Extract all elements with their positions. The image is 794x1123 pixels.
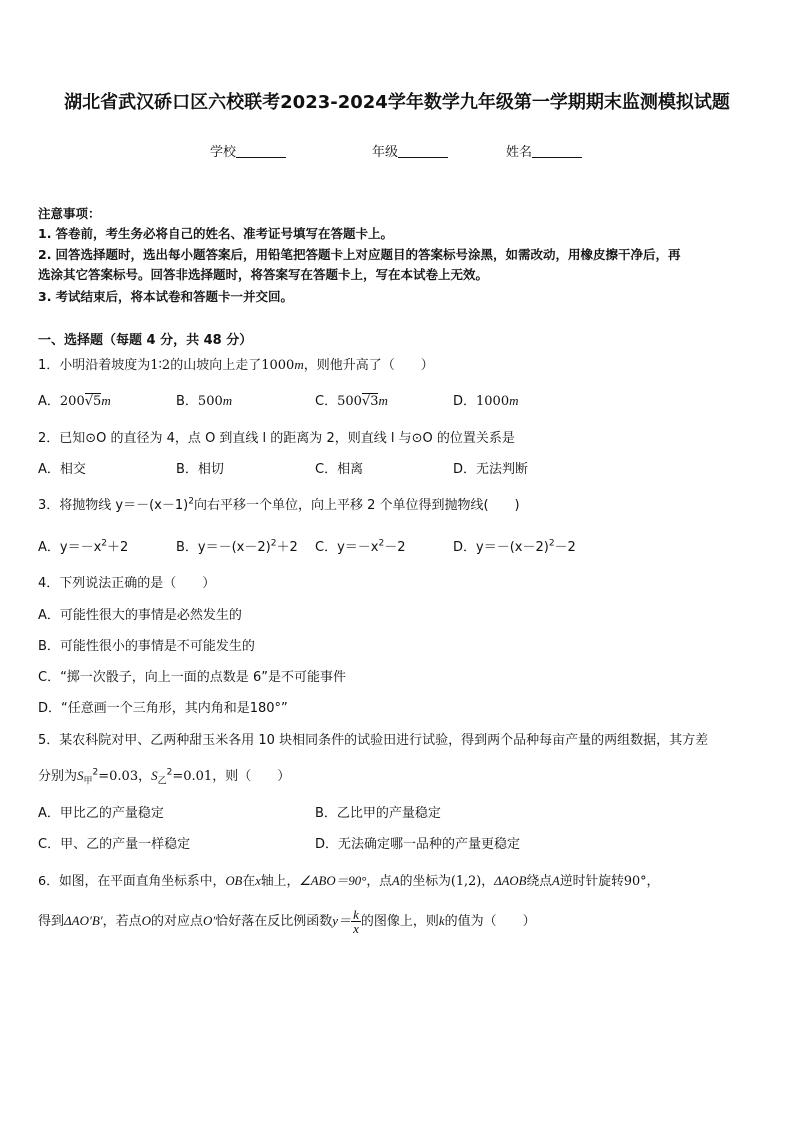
school-label: 学校 [210,145,237,160]
notice-heading: 注意事项： [38,206,101,221]
q3-option-c [315,536,405,555]
question-6-line-1 [38,870,659,889]
q3-option-b [176,536,298,555]
q1-stem-c: ，则他升高了（ ） [303,358,434,373]
q6-text-1d: ，点 [366,874,392,889]
q1-option-a-radicand: 5 [93,394,102,409]
q1-option-d-unit: m [509,393,519,408]
q1-stem-a: 1．小明沿着坡度为 [38,358,151,373]
q4-option-b: B．可能性很小的事情是不可能发生的 [38,639,255,654]
q6-text-1c: 轴上， [260,874,300,889]
q3-option-b-b: ＋2 [276,540,298,555]
q6-text-2e: 的图像上，则 [360,914,439,929]
q5-option-d: D．无法确定哪一品种的产量更稳定 [315,837,521,852]
q1-ratio: 1∶2 [150,358,171,373]
q3-stem-exp: 2 [188,496,194,507]
q3-option-a [38,536,128,555]
question-2-stem: 2．已知⊙O 的直径为 4，点 O 到直线 l 的距离为 2，则直线 l 与⊙O 的位置关系是 [38,431,515,446]
q6-point-a-2: A [552,874,560,888]
notice-item-1-text: 答卷前，考生务必将自己的姓名、准考证号填写在答题卡上。 [55,226,393,241]
q3-option-d [453,536,576,555]
q1-option-b-label: B． [176,394,198,409]
q1-option-c [315,390,388,409]
q6-text-2d: 恰好落在反比例函数 [215,914,333,929]
q5-sub-yi: 乙 [157,776,167,787]
grade-blank [398,145,448,158]
q6-text-1i: ， [646,874,660,889]
q5-stem-b1: 分别为 [38,769,78,784]
q6-text-2c: 的对应点 [151,914,204,929]
q5-sup-jia: 2 [92,767,99,778]
school-blank [236,145,286,158]
question-3-stem [38,494,520,513]
q1-option-c-unit: m [378,393,388,408]
q1-option-a-root: √5 [84,394,102,409]
question-6-line-2 [38,908,536,935]
q3-option-c-exp: 2 [378,538,385,549]
q5-option-b: B．乙比甲的产量稳定 [315,806,441,821]
q1-option-c-label: C． [315,394,338,409]
q2-option-b: B．相切 [176,462,224,477]
q2-option-c: C．相离 [315,462,364,477]
q1-option-a-coef: 200 [59,394,85,409]
q3-option-a-b: ＋2 [107,540,129,555]
q4-option-c: C．“掷一次骰子，向上一面的点数是 6”是不可能事件 [38,670,346,685]
section-heading: 一、选择题（每题 4 分，共 48 分） [38,333,253,348]
q6-text-2b: ，若点 [102,914,142,929]
q1-option-d [453,390,519,409]
q6-text-1e: 的坐标为 [399,874,451,889]
q1-option-a [38,390,111,409]
notice-item-2 [38,245,680,263]
q1-option-b [176,390,232,409]
notice-item-1-num: 1. [38,226,52,241]
q6-fraction-den: x [353,921,359,936]
notice-item-1 [38,224,393,242]
notice-item-3-num: 3. [38,289,52,304]
q3-option-d-a: D．y＝－(x－2) [453,540,549,555]
question-5-stem-a: 5．某农科院对甲、乙两种甜玉米各用 10 块相同条件的试验田进行试验，得到两个品种每亩产量的两组数据，其方差 [38,733,709,748]
q5-option-c: C．甲、乙的产量一样稳定 [38,837,191,852]
q1-option-a-label: A． [38,394,60,409]
q3-option-a-a: A．y＝－x [38,540,102,555]
q1-option-b-value: 500 [197,394,223,409]
q1-option-b-unit: m [222,393,233,408]
q3-stem-a: 3．将抛物线 y＝－(x－1) [38,498,189,513]
q5-sub-jia: 甲 [83,776,93,787]
q2-option-a: A．相交 [38,462,86,477]
q3-stem-b: 向右平移一个单位，向上平移 2 个单位得到抛物线( ) [193,498,520,513]
q4-option-a: A．可能性很大的事情是必然发生的 [38,608,242,623]
q5-value-jia: =0.03， [98,769,152,784]
q6-fraction [351,908,361,935]
notice-item-2-text-a: 回答选择题时，选出每小题答案后，用铅笔把答题卡上对应题目的答案标号涂黑，如需改动，用橡皮擦干净后，再 [55,247,681,262]
q3-option-b-a: B．y＝－(x－2) [176,540,271,555]
q6-point-o-prime: O′ [203,913,216,928]
grade-label: 年级 [372,145,399,160]
q6-coord: (1,2) [450,874,482,889]
q1-option-a-unit: m [101,393,111,408]
q3-option-c-a: C．y＝－x [315,540,379,555]
q6-text-1g: 绕点 [526,874,553,889]
q6-point-a: A [391,874,400,888]
q6-triangle-2: ΔAO′B′ [64,913,103,928]
exam-title: 湖北省武汉硚口区六校联考2023-2024学年数学九年级第一学期期末监测模拟试题 [64,92,730,113]
q6-text-1f: ， [481,874,495,889]
q1-distance: 1000 [261,358,295,373]
q5-option-a: A．甲比乙的产量稳定 [38,806,164,821]
q3-option-d-exp: 2 [548,538,555,549]
q5-s-yi: S [151,768,158,783]
q6-x: x [255,874,261,888]
q1-option-c-radicand: 3 [370,394,379,409]
q6-text-1h: 逆时针旋转 [559,874,624,889]
q6-angle: ∠ABO＝90° [299,874,367,888]
q6-k: k [438,913,445,928]
name-blank [532,145,582,158]
name-label: 姓名 [506,145,533,160]
q4-option-d: D．“任意画一个三角形，其内角和是180°” [38,701,288,716]
question-4-stem: 4．下列说法正确的是（ ） [38,576,216,591]
q6-fraction-num: k [353,907,359,922]
q3-option-a-exp: 2 [101,538,108,549]
notice-item-2-num: 2. [38,247,52,262]
q3-option-d-b: －2 [554,540,576,555]
q5-s-jia: S [77,768,84,783]
notice-item-3-text: 考试结束后，将本试卷和答题卡一并交回。 [55,289,293,304]
q2-option-d: D．无法判断 [453,462,529,477]
q6-deg: 90° [623,874,647,889]
q1-stem-b: 的山坡向上走了 [170,358,262,373]
q1-option-d-label: D． [453,394,477,409]
q6-y-eq: y＝ [332,913,352,928]
school-field [210,141,286,160]
q6-text-2a: 得到 [38,914,65,929]
q1-option-d-value: 1000 [476,394,510,409]
q3-option-c-b: －2 [384,540,406,555]
notice-item-3 [38,287,293,305]
notice-item-2-text-b: 选涂其它答案标号。回答非选择题时，将答案写在答题卡上，写在本试卷上无效。 [38,267,489,282]
question-1-stem [38,354,434,373]
q6-text-2f: 的值为（ ） [444,914,536,929]
q3-option-b-exp: 2 [270,538,277,549]
q6-text-1b: 在 [242,874,256,889]
name-field [506,141,582,160]
q6-ob: OB [225,874,243,888]
q6-triangle: ΔAOB [494,874,527,888]
question-5-stem-b [38,765,290,787]
grade-field [372,141,448,160]
q1-option-c-coef: 500 [337,394,362,409]
q1-unit: m [294,357,304,372]
q6-point-o: O [141,913,152,928]
q5-value-yi: =0.01，则（ ） [172,769,291,784]
q1-option-c-root: √3 [361,394,379,409]
q6-text-1a: 6．如图，在平面直角坐标系中， [38,874,226,889]
q5-sup-yi: 2 [166,767,173,778]
